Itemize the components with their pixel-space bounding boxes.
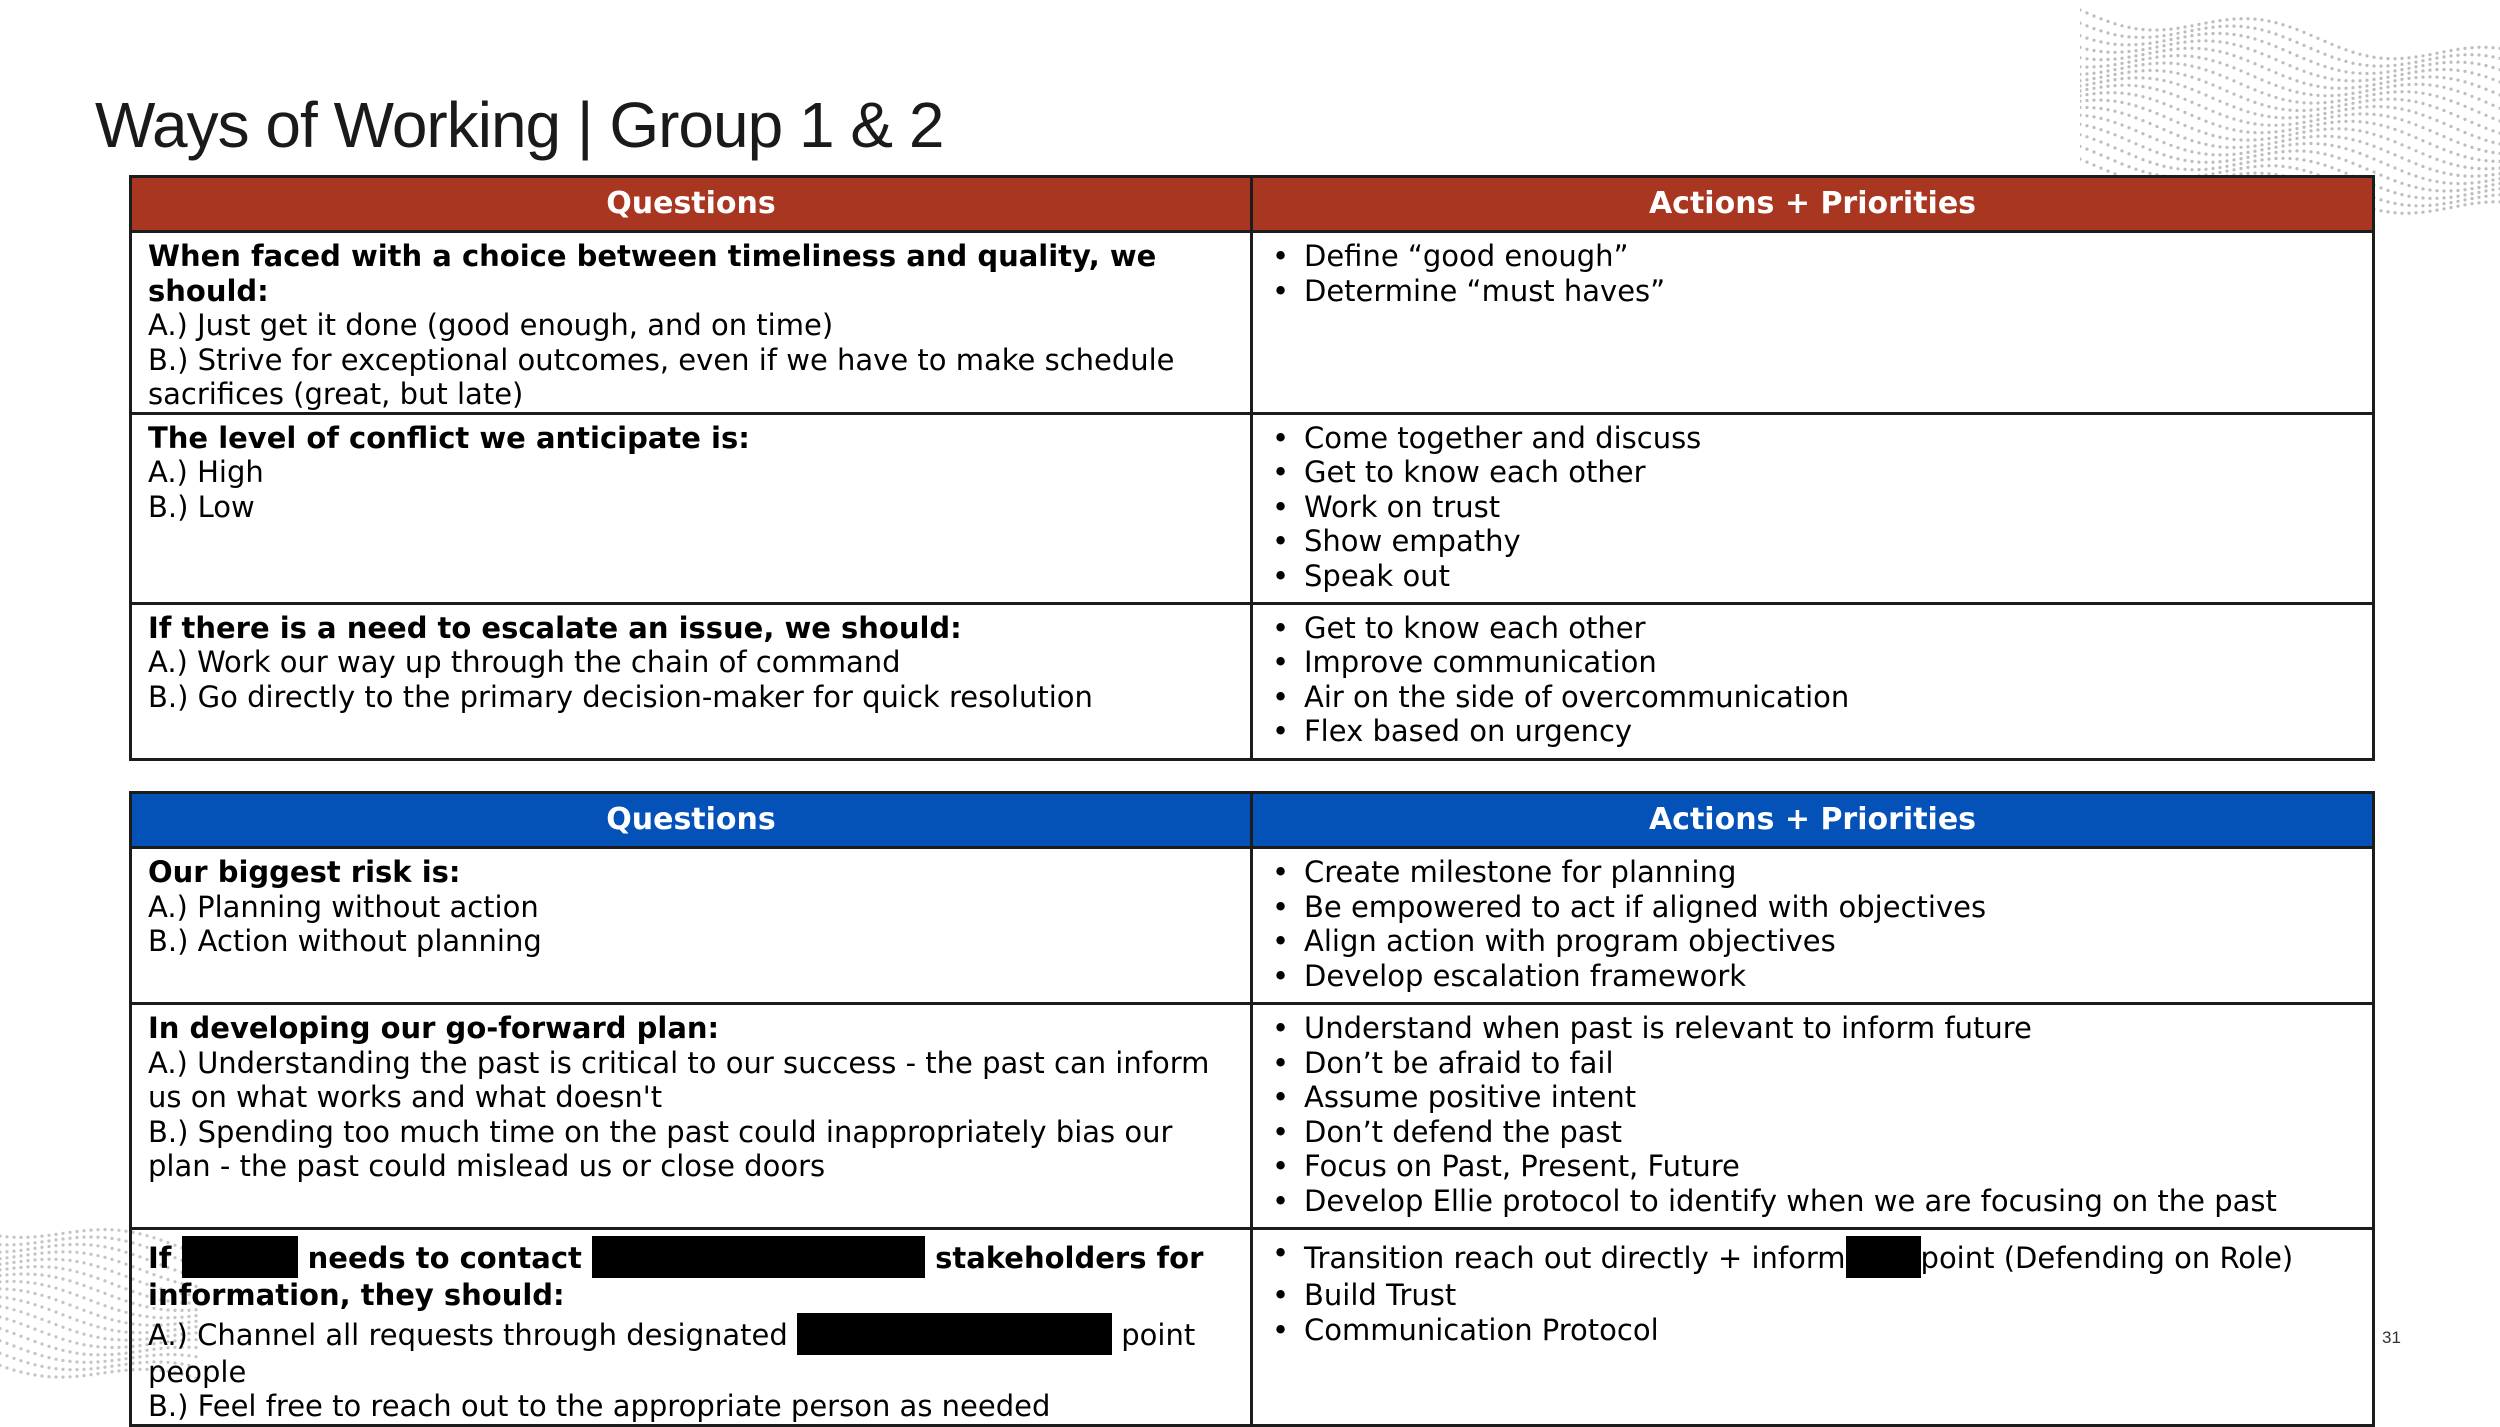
table-row xyxy=(131,603,2374,759)
action-item: • Come together and discuss xyxy=(1267,421,2358,456)
actions-cell xyxy=(1252,603,2374,759)
table-row xyxy=(131,232,2374,414)
table-header-row xyxy=(131,793,2374,848)
option-a: A.) Work our way up through the chain of command xyxy=(148,645,901,679)
question-text-part: If xyxy=(148,1241,172,1275)
question-text: If there is a need to escalate an issue, we should: xyxy=(148,610,962,645)
action-item: • Don’t defend the past xyxy=(1267,1115,2358,1150)
option-b: B.) Strive for exceptional outcomes, even if we have to make schedule sacrifices (great, but late) xyxy=(148,342,1175,411)
option-b: B.) Action without planning xyxy=(148,924,542,958)
actions-list xyxy=(1267,855,2358,993)
action-item: • Speak out xyxy=(1267,559,2358,594)
action-item: • Align action with program objectives xyxy=(1267,924,2358,959)
actions-list xyxy=(1267,1236,2358,1347)
question-text xyxy=(148,1236,1234,1313)
action-item: • Develop escalation framework xyxy=(1267,959,2358,994)
action-item: • Show empathy xyxy=(1267,524,2358,559)
actions-list xyxy=(1267,611,2358,749)
action-item: • Focus on Past, Present, Future xyxy=(1267,1149,2358,1184)
action-item: • Understand when past is relevant to inform future xyxy=(1267,1011,2358,1046)
actions-cell xyxy=(1252,1229,2374,1426)
action-item: • Get to know each other xyxy=(1267,611,2358,646)
table-row xyxy=(131,413,2374,603)
action-item: • Be empowered to act if aligned with objectives xyxy=(1267,890,2358,925)
action-item: • Flex based on urgency xyxy=(1267,714,2358,749)
option-a: A.) Planning without action xyxy=(148,889,539,924)
redaction-block xyxy=(182,1236,298,1278)
option-b: B.) Low xyxy=(148,489,255,524)
action-item: • Air on the side of overcommunication xyxy=(1267,680,2358,715)
action-item: • Communication Protocol xyxy=(1267,1313,2358,1348)
option-b: B.) Go directly to the primary decision-maker for quick resolution xyxy=(148,679,1093,714)
action-item: • Create milestone for planning xyxy=(1267,855,2358,890)
question-cell xyxy=(131,1004,1252,1229)
table-row xyxy=(131,1229,2374,1426)
actions-list xyxy=(1267,421,2358,594)
questions-column-header: Questions xyxy=(131,793,1252,848)
slide-title: Ways of Working | Group 1 & 2 xyxy=(95,89,944,161)
option-a-part: point people xyxy=(148,1317,1196,1389)
actions-cell xyxy=(1252,848,2374,1004)
action-item-part: Transition reach out directly + inform xyxy=(1304,1241,1846,1275)
option-a: A.) Just get it done (good enough, and on time) xyxy=(148,308,834,342)
question-text: Our biggest risk is: xyxy=(148,855,461,889)
ways-of-working-table-group-2 xyxy=(129,791,2375,1427)
option-a-part: A.) Channel all requests through designated xyxy=(148,1317,788,1352)
question-text: When faced with a choice between timeliness and quality, we should: xyxy=(148,239,1157,308)
question-cell xyxy=(131,1229,1252,1426)
question-cell xyxy=(131,413,1252,603)
page-number: 31 xyxy=(2382,1328,2401,1347)
actions-list xyxy=(1267,239,2358,308)
question-cell xyxy=(131,232,1252,414)
question-cell xyxy=(131,848,1252,1004)
action-item: • Build Trust xyxy=(1267,1278,2358,1313)
action-item: • Determine “must haves” xyxy=(1267,274,2358,309)
question-cell xyxy=(131,603,1252,759)
action-item: • Define “good enough” xyxy=(1267,239,2358,274)
action-item: • Develop Ellie protocol to identify when we are focusing on the past xyxy=(1267,1184,2358,1219)
actions-list xyxy=(1267,1011,2358,1218)
action-item xyxy=(1267,1236,2358,1278)
option-a xyxy=(148,1313,1234,1390)
action-item-part: point (Defending on Role) xyxy=(1920,1241,2294,1275)
redaction-block xyxy=(1846,1236,1921,1278)
table-row xyxy=(131,848,2374,1004)
question-text: The level of conflict we anticipate is: xyxy=(148,420,750,455)
action-item: • Improve communication xyxy=(1267,645,2358,680)
questions-column-header: Questions xyxy=(131,177,1252,232)
action-item: • Assume positive intent xyxy=(1267,1080,2358,1115)
option-a: A.) High xyxy=(148,455,264,489)
action-item: • Get to know each other xyxy=(1267,455,2358,490)
redaction-block xyxy=(592,1236,925,1278)
redaction-block xyxy=(797,1313,1112,1355)
question-text-part: stakeholders for information, they should: xyxy=(148,1241,1204,1312)
actions-cell xyxy=(1252,413,2374,603)
actions-cell xyxy=(1252,1004,2374,1229)
question-text-part: needs to contact xyxy=(307,1241,582,1275)
option-b: B.) Spending too much time on the past could inappropriately bias our plan - the past could mislead us or close doors xyxy=(148,1114,1173,1183)
actions-column-header: Actions + Priorities xyxy=(1252,177,2374,232)
actions-cell xyxy=(1252,232,2374,414)
action-item: • Don’t be afraid to fail xyxy=(1267,1046,2358,1081)
question-text: In developing our go-forward plan: xyxy=(148,1011,720,1045)
action-item: • Work on trust xyxy=(1267,490,2358,525)
option-a: A.) Understanding the past is critical to our success - the past can inform us on what works and what doesn't xyxy=(148,1045,1210,1114)
actions-column-header: Actions + Priorities xyxy=(1252,793,2374,848)
table-header-row xyxy=(131,177,2374,232)
table-row xyxy=(131,1004,2374,1229)
ways-of-working-table-group-1 xyxy=(129,175,2375,761)
option-b: B.) Feel free to reach out to the appropriate person as needed xyxy=(148,1389,1051,1423)
